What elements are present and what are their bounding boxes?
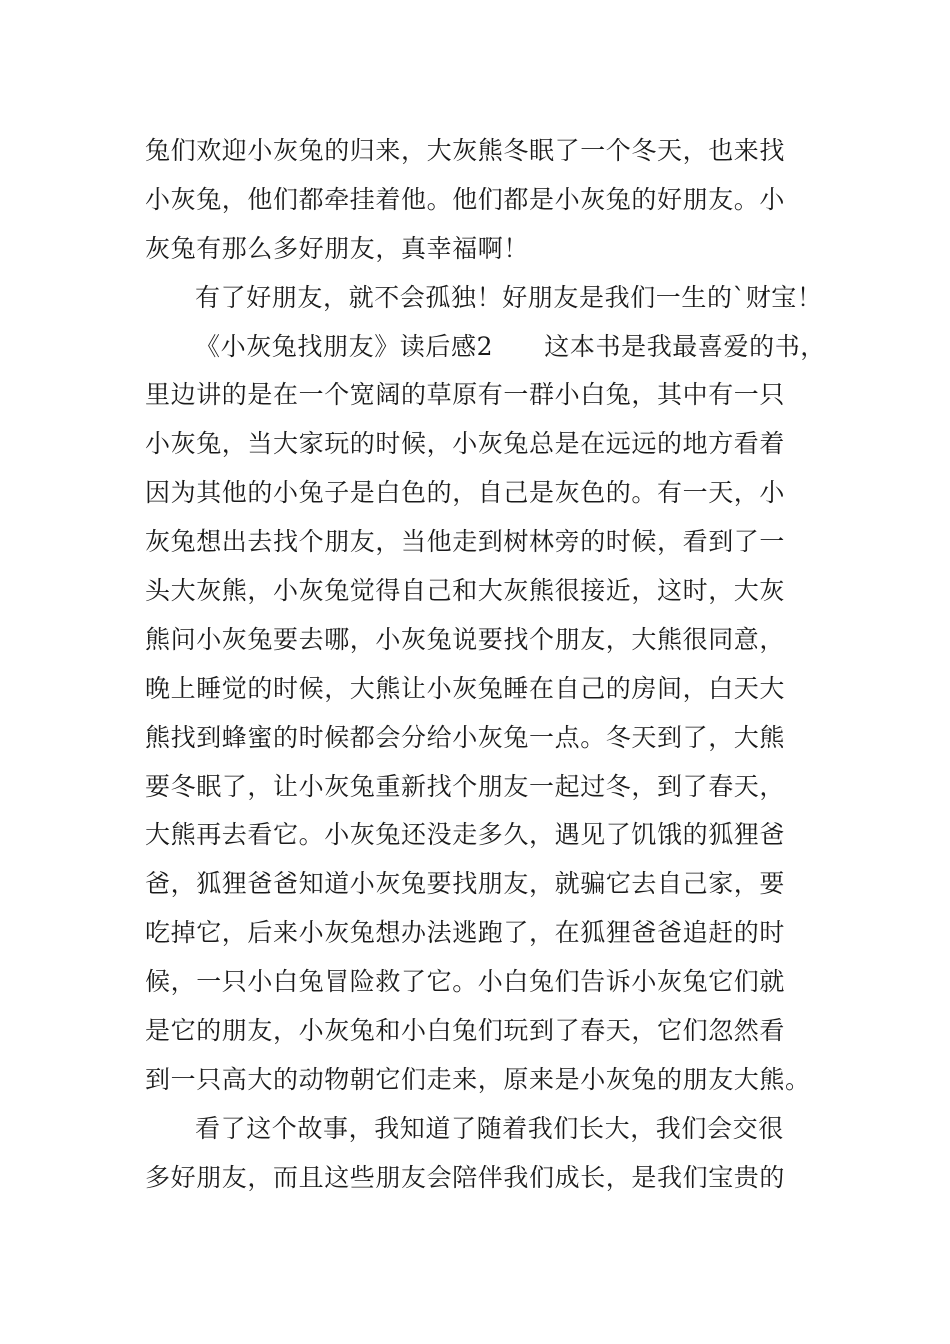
text-line: 吃掉它，后来小灰兔想办法逃跑了，在狐狸爸爸追赶的时 (145, 918, 786, 948)
text-line: 是它的朋友，小灰兔和小白兔们玩到了春天，它们忽然看 (145, 1016, 786, 1046)
text-line: 有了好朋友，就不会孤独！好朋友是我们一生的`财宝！ (195, 282, 823, 312)
text-line: 熊找到蜂蜜的时候都会分给小灰兔一点。冬天到了，大熊 (145, 722, 786, 752)
text-line: 里边讲的是在一个宽阔的草原有一群小白兔，其中有一只 (145, 380, 786, 410)
text-line: 熊问小灰兔要去哪，小灰兔说要找个朋友，大熊很同意， (145, 624, 786, 654)
text-line: 小灰兔，当大家玩的时候，小灰兔总是在远远的地方看着 (145, 429, 786, 459)
text-line: 爸，狐狸爸爸知道小灰兔要找朋友，就骗它去自己家，要 (145, 869, 786, 899)
text-line: 因为其他的小兔子是白色的，自己是灰色的。有一天，小 (145, 478, 786, 508)
text-line: 灰兔有那么多好朋友，真幸福啊！ (145, 233, 530, 263)
text-line: 到一只高大的动物朝它们走来，原来是小灰兔的朋友大熊。 (145, 1064, 811, 1094)
text-line: 候，一只小白兔冒险救了它。小白兔们告诉小灰兔它们就 (145, 967, 786, 997)
text-line: 看了这个故事，我知道了随着我们长大，我们会交很 (195, 1113, 784, 1143)
text-line: 《小灰兔找朋友》读后感2 这本书是我最喜爱的书， (195, 331, 826, 361)
text-line: 头大灰熊，小灰兔觉得自己和大灰熊很接近，这时，大灰 (145, 576, 786, 606)
text-line: 多好朋友，而且这些朋友会陪伴我们成长，是我们宝贵的 (145, 1162, 786, 1192)
text-line: 兔们欢迎小灰兔的归来，大灰熊冬眠了一个冬天，也来找 (145, 136, 786, 165)
text-line: 要冬眠了，让小灰兔重新找个朋友一起过冬，到了春天， (145, 771, 786, 801)
text-line: 小灰兔，他们都牵挂着他。他们都是小灰兔的好朋友。小 (145, 184, 786, 214)
text-line: 灰兔想出去找个朋友，当他走到树林旁的时候，看到了一 (145, 527, 786, 557)
body-text (145, 127, 826, 1203)
text-line: 晚上睡觉的时候，大熊让小灰兔睡在自己的房间，白天大 (145, 673, 786, 703)
text-line: 大熊再去看它。小灰兔还没走多久，遇见了饥饿的狐狸爸 (145, 820, 786, 850)
